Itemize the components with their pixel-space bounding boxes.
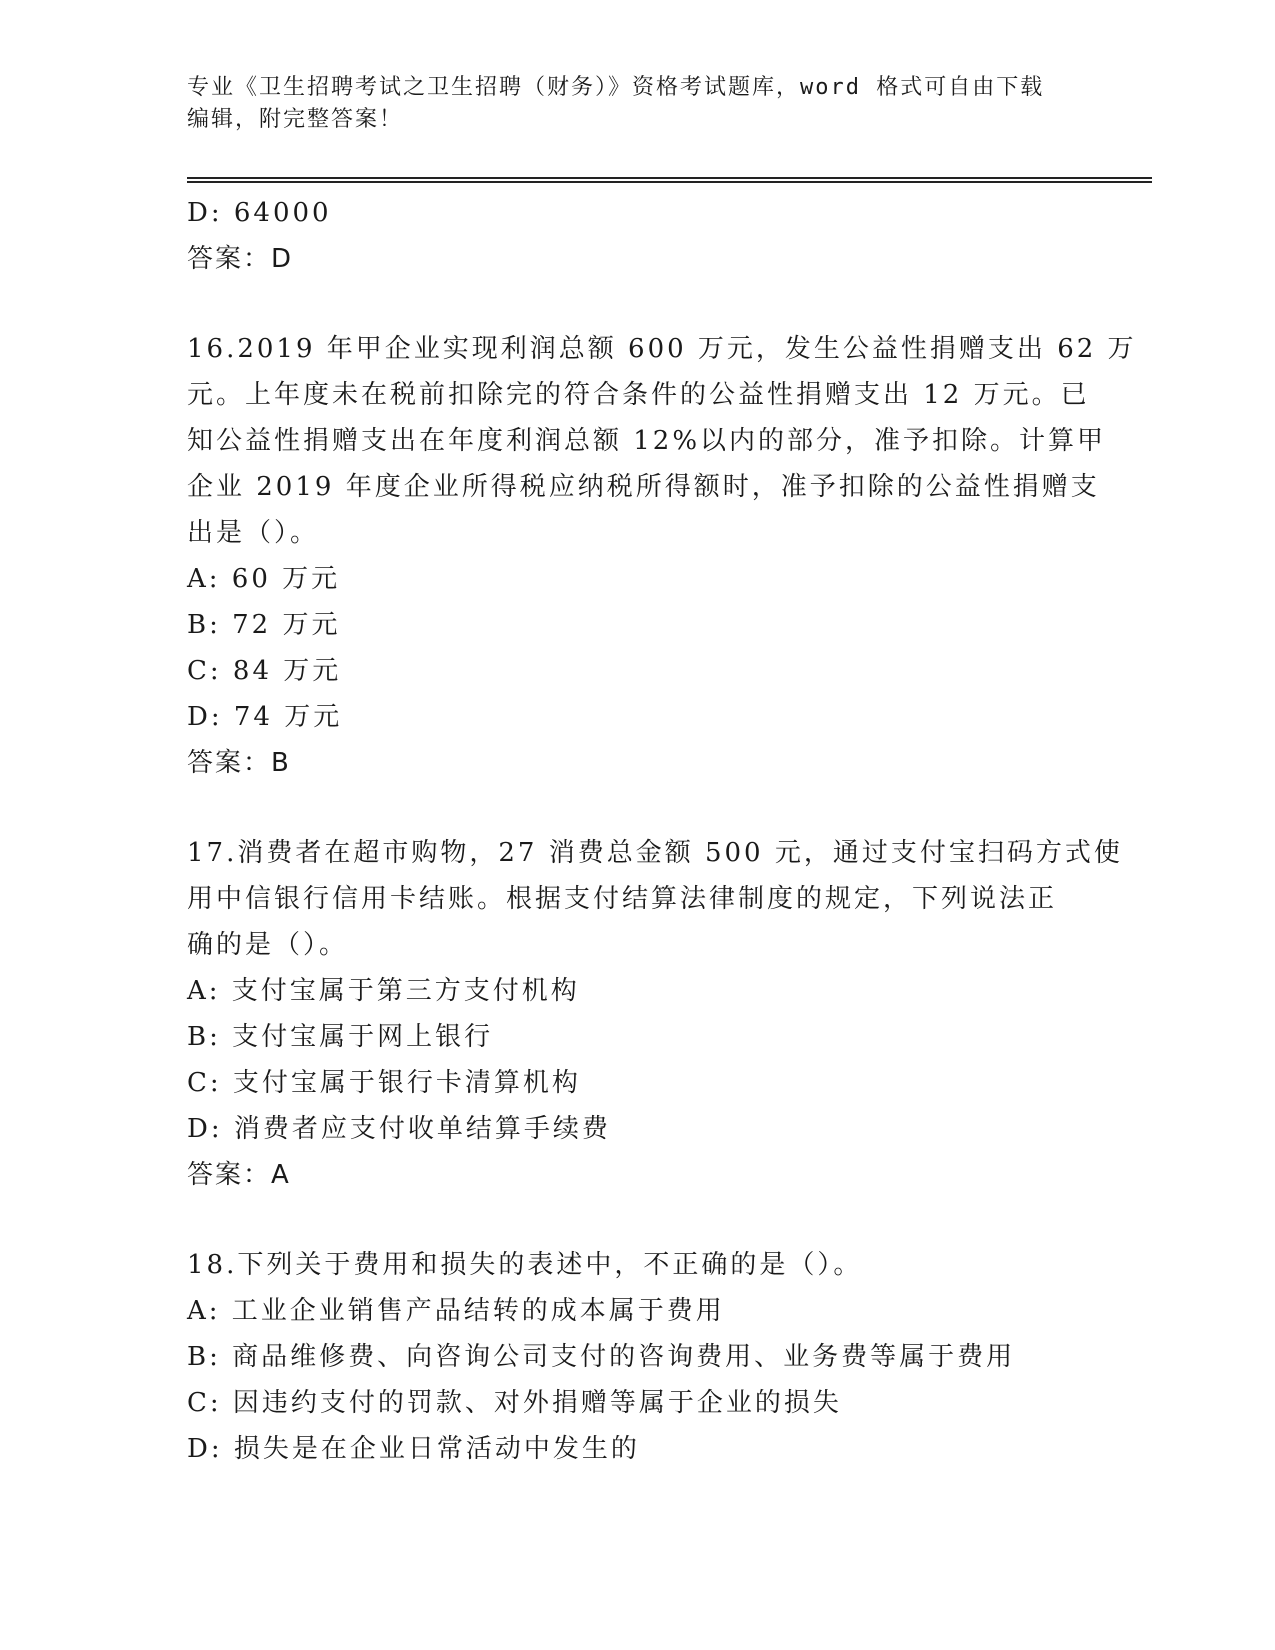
question-text-line: 16.2019 年甲企业实现利润总额 600 万元，发生公益性捐赠支出 62 万 <box>187 334 1137 364</box>
option-b: B: 商品维修费、向咨询公司支付的咨询费用、业务费等属于费用 <box>187 1342 1016 1372</box>
question-list <box>187 190 1137 1472</box>
option-c: C: 84 万元 <box>187 656 342 686</box>
question-text-line: 企业 2019 年度企业所得税应纳税所得额时，准予扣除的公益性捐赠支 <box>187 472 1100 502</box>
answer: 答案：D <box>187 244 294 274</box>
option-d: D: 74 万元 <box>187 702 343 732</box>
question-16 <box>187 326 1137 786</box>
option-d: D: 64000 <box>187 198 332 228</box>
option-d: D: 消费者应支付收单结算手续费 <box>187 1114 611 1144</box>
option-c: C: 支付宝属于银行卡清算机构 <box>187 1068 581 1098</box>
question-text-line: 确的是（）。 <box>187 930 349 960</box>
header-divider-bottom <box>187 181 1152 183</box>
prev-question-tail <box>187 190 1087 282</box>
option-c: C: 因违约支付的罚款、对外捐赠等属于企业的损失 <box>187 1388 842 1418</box>
question-text-line: 用中信银行信用卡结账。根据支付结算法律制度的规定，下列说法正 <box>187 884 1058 914</box>
option-a: A: 支付宝属于第三方支付机构 <box>187 976 580 1006</box>
spacer <box>187 786 1087 830</box>
header-line-1: 专业《卫生招聘考试之卫生招聘（财务）》资格考试题库，word 格式可自由下载 <box>187 75 1045 100</box>
answer: 答案：B <box>187 748 291 778</box>
question-17 <box>187 830 1123 1198</box>
question-text-line: 元。上年度未在税前扣除完的符合条件的公益性捐赠支出 12 万元。已 <box>187 380 1090 410</box>
question-text-line: 知公益性捐赠支出在年度利润总额 12%以内的部分，准予扣除。计算甲 <box>187 426 1107 456</box>
answer: 答案：A <box>187 1160 291 1190</box>
document-header <box>187 72 1087 136</box>
option-b: B: 支付宝属于网上银行 <box>187 1022 494 1052</box>
question-text-line: 17.消费者在超市购物，27 消费总金额 500 元，通过支付宝扫码方式使 <box>187 838 1123 868</box>
option-b: B: 72 万元 <box>187 610 341 640</box>
question-text-line: 出是（）。 <box>187 518 320 548</box>
header-divider-top <box>187 177 1152 179</box>
question-text-line: 18.下列关于费用和损失的表述中，不正确的是（）。 <box>187 1250 863 1280</box>
spacer <box>187 1198 1087 1242</box>
option-a: A: 60 万元 <box>187 564 341 594</box>
question-18 <box>187 1242 1087 1472</box>
spacer <box>187 282 1087 326</box>
option-d: D: 损失是在企业日常活动中发生的 <box>187 1434 640 1464</box>
option-a: A: 工业企业销售产品结转的成本属于费用 <box>187 1296 725 1326</box>
header-line-2: 编辑，附完整答案！ <box>187 107 404 132</box>
